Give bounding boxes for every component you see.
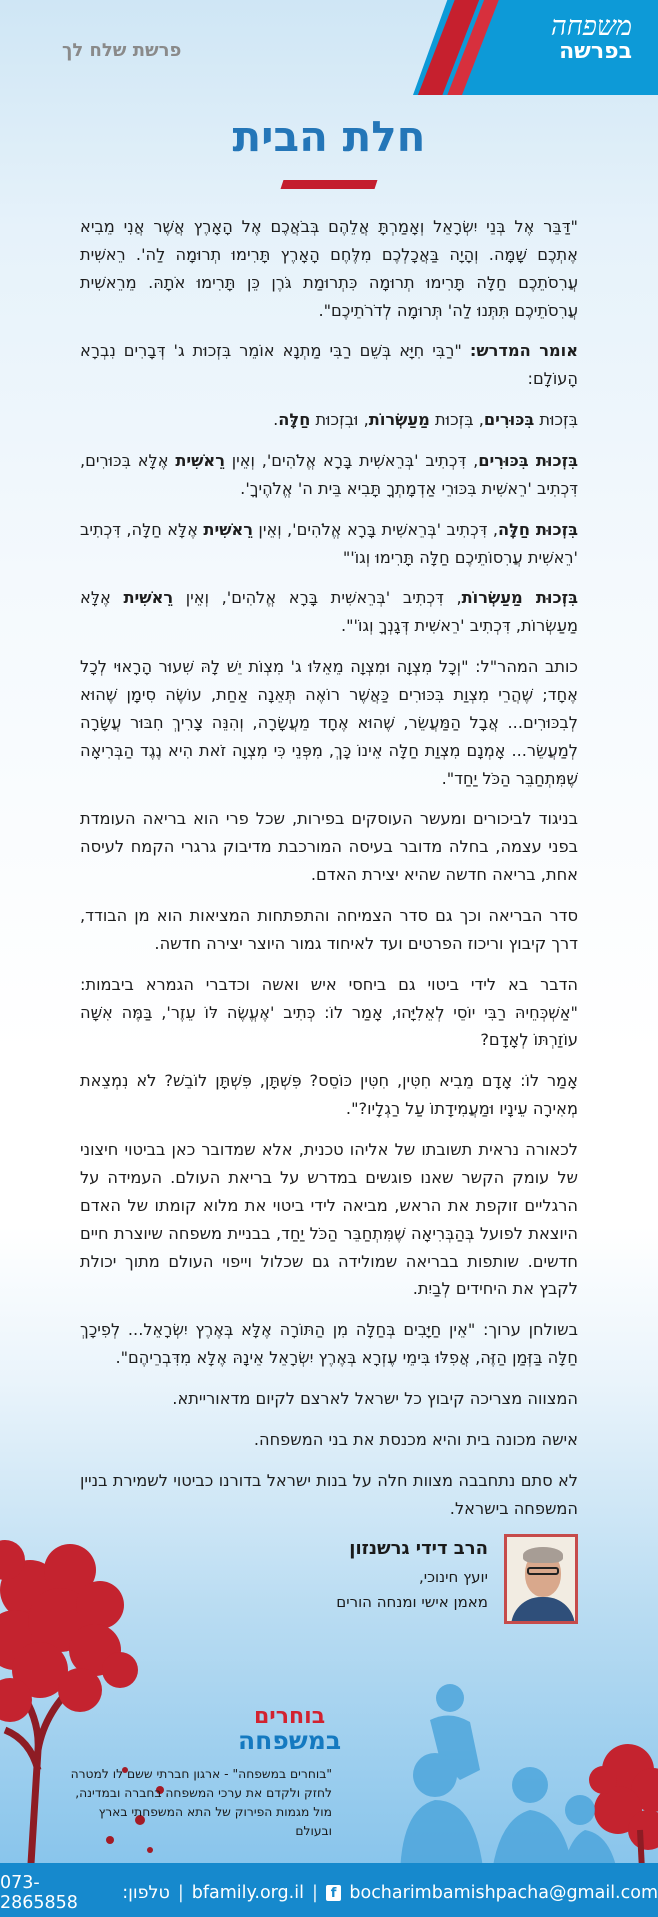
paragraph bbox=[80, 406, 578, 434]
logo-line-1: משפחה bbox=[550, 11, 632, 42]
email-link[interactable]: bocharimbamishpacha@gmail.com bbox=[349, 1883, 658, 1903]
text: אֶלָּא חַלָּה, דִּכְתִיב 'רֵאשִׁית עֲרִסוֹתֵיכֶם חַלָּה תָּרִימוּ וְגוֹ'" bbox=[80, 519, 578, 567]
article-body bbox=[80, 213, 578, 1535]
paragraph bbox=[80, 337, 578, 393]
logo-line-2: בפרשה bbox=[559, 38, 632, 64]
bocharim-bamishpacha-logo bbox=[238, 1705, 341, 1754]
text: , דִּכְתִיב 'בְּרֵאשִׁית בָּרָא אֱלֹהִים', וְאֵין bbox=[253, 519, 498, 539]
paragraph: לכאורה נראית תשובתו של אליהו טכנית, אלא שמדובר כאן בביטוי חיצוני של עומק הקשר שאנו פוגשים במדרש על בריאת העולם. העמידה על הרגליים זוקפת את הראש, מביאה לידי ביטוי את מלוא קומתו של האדם היוצאת לפועל בְּהַבְּרִיאָה שֶׁמִּתְחַבֵּר הַכֹּל יַחַד, בבניית משפחה שיוצרת חיים חדשים. שותפות בבריאה שמולידה גם שכלול וייפוי העולם מתוך יכולת לקבץ את היחידים לְבַיִת. bbox=[80, 1140, 578, 1299]
author-block bbox=[0, 1534, 658, 1644]
parasha-name: פרשת שלח לך bbox=[62, 40, 182, 61]
paragraph bbox=[80, 516, 578, 572]
paragraph: אָמַר לוֹ: אָדָם מֵבִיא חִטִּין, חִטִּין כּוֹסֵס? פִּשְׁתָּן, פִּשְׁתָּן לוֹבֵשׁ? לֹא נִמְצֵאת מְאִירָה עֵינָיו וּמַעֲמִידָתוֹ עַל רַגְלָיו?". bbox=[80, 1071, 578, 1119]
text: . bbox=[273, 410, 279, 430]
org-logo-line-2: במשפחה bbox=[238, 1726, 342, 1756]
mishpacha-baparasha-logo bbox=[551, 12, 632, 64]
bold-text: בִּכּוּרִים bbox=[483, 410, 535, 430]
text: , וּבִזְכוּת bbox=[310, 410, 369, 430]
contact-footer bbox=[0, 1863, 658, 1917]
bold-text: בִּזְכוּת מַעַשְׂרוֹת bbox=[461, 588, 578, 608]
bold-text: אומר המדרש: bbox=[469, 341, 578, 361]
text: "רַבִּי חִיָּא בְּשֵׁם רַבִּי מַתְנָא אוֹמֵר בִּזְכוּת ג' דְּבָרִים נִבְרָא הָעוֹלָם: bbox=[80, 341, 578, 389]
org-logo-line-1: בוחרים bbox=[253, 1704, 326, 1729]
text: , בִּזְכוּת bbox=[429, 410, 484, 430]
paragraph bbox=[80, 584, 578, 640]
bold-text: בִּזְכוּת חַלָּה bbox=[497, 519, 578, 539]
bold-text: רֵאשִׁית bbox=[123, 588, 174, 608]
author-name: הרב דידי גרשנזון bbox=[349, 1538, 488, 1559]
phone-label: טלפון: bbox=[122, 1883, 170, 1903]
paragraph: בניגוד לביכורים ומעשר העוסקים בפירות, שכל פרי הוא בריאה העומדת בפני עצמה, בחלה מדובר בעיסה המורכבת מדיבוק גרגרי הקמח לעיסה אחת, בריאה חדשה שהיא יצירת האדם. bbox=[80, 809, 578, 885]
bold-text: רֵאשִׁית bbox=[203, 519, 254, 539]
photo-shirt bbox=[511, 1597, 575, 1624]
paragraph: כותב המהר"ל: "וְכָל מִצְוָה וּמִצְוָה מֵאֵלּוּ ג' מִצְוֹת יֵשׁ לָהּ שִׁעוּר הָרָאוּי לְכָל אֶחָד; שֶׁהֲרֵי מִצְוַת בִּכּוּרִים כַּאֲשֶׁר רוֹאֶה תְּאֵנָה אַחַת, עוֹשֶׂה סִימָן שֶׁהוּא לְבִכּוּרִים... אֲבָל הַמַּעֲשֵׂר, שֶׁהוּא אֶחָד מֵעֲשָׂרָה, וְהִנֵּה צָרִיךְ חִבּוּר עֲשָׂרָה לְמַעֲשֵׂר... אָמְנָם מִצְוַת חַלָּה אֵינוֹ כָּךְ, מִפְּנֵי כִּי מִצְוָה זֹאת הִיא נֶגֶד הַבְּרִיאָה שֶׁמִּתְחַבֵּר הַכֹּל יַחַד". bbox=[80, 657, 578, 788]
bold-text: רֵאשִׁית bbox=[175, 451, 225, 471]
author-role: יועץ חינוכי, bbox=[419, 1568, 488, 1586]
paragraph: אישה מכונה בית והיא מכנסת את בני המשפחה. bbox=[253, 1429, 578, 1449]
phone-number[interactable]: 073-2865858 bbox=[0, 1873, 78, 1913]
author-text bbox=[336, 1538, 488, 1615]
paragraph: הדבר בא לידי ביטוי גם ביחסי איש ואשה וכדברי הגמרא ביבמות: "אַשְׁכְּחֵיהּ רַבִּי יוֹסֵי לְאֵלִיָּהוּ, אָמַר לוֹ: כְּתִיב 'אֶעֱשֶׂה לּוֹ עֵזֶר', בַּמֶּה אִשָּׁה עוֹזַרְתּוֹ לְאָדָם? bbox=[80, 974, 578, 1050]
photo-glasses bbox=[527, 1567, 559, 1575]
text: , דִּכְתִיב 'בְּרֵאשִׁית בָּרָא אֱלֹהִים', וְאֵין bbox=[173, 588, 462, 608]
separator: | bbox=[311, 1883, 318, 1903]
facebook-icon[interactable]: f bbox=[326, 1885, 342, 1901]
author-photo bbox=[504, 1534, 578, 1624]
photo-hair bbox=[523, 1547, 563, 1563]
bold-text: מַעַשְׂרוֹת bbox=[368, 410, 430, 430]
website-link[interactable]: bfamily.org.il bbox=[191, 1883, 304, 1903]
paragraph bbox=[80, 447, 578, 503]
paragraph: המצווה מצריכה קיבוץ כל ישראל לארצם לקיום מדאורייתא. bbox=[172, 1388, 578, 1408]
author-role: מאמן אישי ומנחה הורים bbox=[336, 1592, 488, 1611]
org-description: "בוחרים במשפחה" - ארגון חברתי ששם לו למטרה לחזק ולקדם את ערכי המשפחה בחברה ובמדינה, מול מגמות הפירוק של התא המשפחתי בארץ ובעולם bbox=[70, 1767, 332, 1839]
paragraph: סדר הבריאה וכך גם סדר הצמיחה והתפתחות המציאות הוא מן הבודד, דרך קיבוץ וריכוז הפרטים ועד לאיחוד גמור היוצר יצירה חדשה. bbox=[80, 906, 578, 953]
text: אֶלָּא מַעַשְׂרוֹת, דִּכְתִיב 'רֵאשִׁית דְּגָנְךָ וְגוֹ'". bbox=[80, 588, 578, 636]
text: בִּזְכוּת bbox=[534, 410, 578, 430]
paragraph: בשולחן ערוך: "אֵין חַיָּבִים בְּחַלָּה מִן הַתּוֹרָה אֶלָּא בְּאֶרֶץ יִשְׂרָאֵל... לְפִיכָךְ חַלָּה בַּזְּמַן הַזֶּה, אֲפִלּוּ בִּימֵי עֶזְרָא בְּאֶרֶץ יִשְׂרָאֵל אֵינָהּ אֶלָּא מִדִּבְרֵיהֶם". bbox=[80, 1320, 578, 1368]
bold-text: בִּזְכוּת בִּכּוּרִים bbox=[478, 451, 578, 471]
paragraph: לא סתם נתחבבה מצוות חלה על בנות ישראל בדורנו כביטוי לשמירת בניין המשפחה בישראל. bbox=[80, 1470, 578, 1518]
bold-text: חַלָּה bbox=[278, 410, 311, 430]
title-underline bbox=[281, 180, 378, 189]
paragraph: "דַּבֵּר אֶל בְּנֵי יִשְׂרָאֵל וְאָמַרְתָּ אֲלֵהֶם בְּבֹאֲכֶם אֶל הָאָרֶץ אֲשֶׁר אֲנִי מֵבִיא אֶתְכֶם שָׁמָּה. וְהָיָה בַּאֲכָלְכֶם מִלֶּחֶם הָאָרֶץ תָּרִימוּ תְרוּמָה לַה'. רֵאשִׁית עֲרִסֹתֵכֶם חַלָּה תָּרִימוּ תְרוּמָה כִּתְרוּמַת גֹּרֶן כֵּן תָּרִימוּ אֹתָהּ. מֵרֵאשִׁית עֲרִסֹתֵיכֶם תִּתְּנוּ לַה' תְּרוּמָה לְדֹרֹתֵיכֶם". bbox=[80, 217, 578, 320]
separator: | bbox=[177, 1883, 184, 1903]
text: אֶלָּא בִּכּוּרִים, דִּכְתִיב 'רֵאשִׁית בִּכּוּרֵי אַדְמָתְךָ תָּבִיא בֵּית ה' אֱלֹהֶיךָ'. bbox=[80, 451, 578, 498]
text: , דִּכְתִיב 'בְּרֵאשִׁית בָּרָא אֱלֹהִים', וְאֵין bbox=[224, 451, 479, 471]
page-title: חלת הבית bbox=[232, 112, 426, 161]
family-silhouette bbox=[370, 1660, 640, 1890]
